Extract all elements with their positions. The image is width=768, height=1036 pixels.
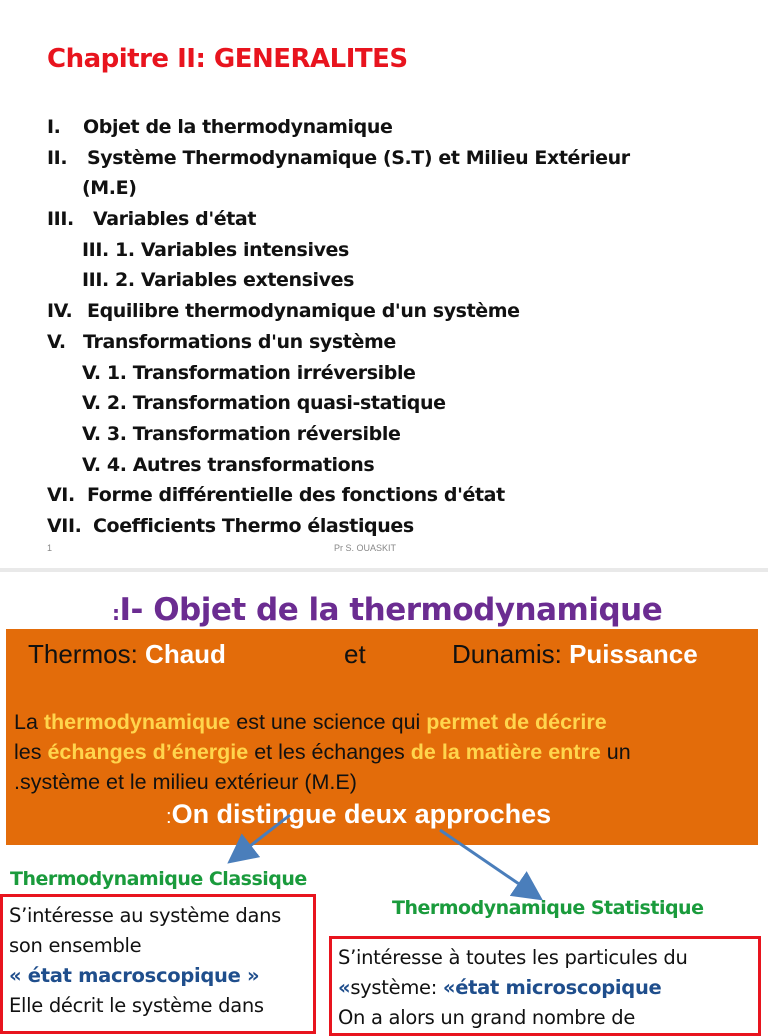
definition-line-3: .système et le milieu extérieur (M.E) xyxy=(14,770,357,794)
arrow-to-statistique xyxy=(440,830,538,897)
toc-item: VII. Coefficients Thermo élastiques xyxy=(47,514,414,537)
classique-box xyxy=(0,894,316,1034)
toc-item: II. Système Thermodynamique (S.T) et Milieu Extérieur xyxy=(47,146,630,169)
toc-item: III. 1. Variables intensives xyxy=(82,238,349,261)
toc-item: V. 1. Transformation irréversible xyxy=(82,361,416,384)
classique-line-4: Elle décrit le système dans xyxy=(9,994,264,1017)
toc-item: IV. Equilibre thermodynamique d'un système xyxy=(47,300,520,323)
definition-line-1: La thermodynamique est une science qui permet de décrire xyxy=(14,710,607,734)
statistique-line-2: «système: «état microscopique xyxy=(338,976,662,999)
section-title: :I- Objet de la thermodynamique xyxy=(112,592,663,628)
and-word: et xyxy=(344,639,366,669)
toc-item: V. 2. Transformation quasi-statique xyxy=(82,392,446,415)
toc-item: V. 3. Transformation réversible xyxy=(82,422,401,445)
toc-item: III. 2. Variables extensives xyxy=(82,269,355,292)
page-number: 1 xyxy=(47,543,53,553)
arrow-to-classique xyxy=(232,815,290,860)
dunamis-line: Dunamis: Puissance xyxy=(452,639,698,669)
definition-line-2: les échanges d’énergie et les échanges de la matière entre un xyxy=(14,740,631,764)
statistique-line-1: S’intéresse à toutes les particules du xyxy=(338,946,688,969)
statistique-box xyxy=(329,936,761,1036)
toc-item: V. 4. Autres transformations xyxy=(82,453,375,476)
definition-text xyxy=(14,707,754,797)
table-of-contents xyxy=(47,112,630,542)
toc-item: (M.E) xyxy=(82,177,137,200)
toc-item: I. Objet de la thermodynamique xyxy=(47,116,393,138)
statistique-title: Thermodynamique Statistique xyxy=(392,897,704,919)
author-footer: Pr S. OUASKIT xyxy=(334,543,397,553)
thermos-line: Thermos: Chaud xyxy=(28,639,226,669)
toc-item: III. Variables d'état xyxy=(47,208,257,231)
toc-item: V. Transformations d'un système xyxy=(47,330,396,353)
statistique-line-3: On a alors un grand nombre de xyxy=(338,1006,636,1029)
classique-line-2: son ensemble xyxy=(9,934,142,957)
chapter-title: Chapitre II: GENERALITES xyxy=(47,44,408,74)
approaches-heading: :On distingue deux approches xyxy=(166,799,552,829)
classique-title: Thermodynamique Classique xyxy=(10,868,307,890)
slide-divider xyxy=(0,568,768,572)
classique-line-3: « état macroscopique » xyxy=(9,964,260,987)
toc-item: VI. Forme différentielle des fonctions d'état xyxy=(47,484,505,507)
classique-line-1: S’intéresse au système dans xyxy=(9,904,282,927)
